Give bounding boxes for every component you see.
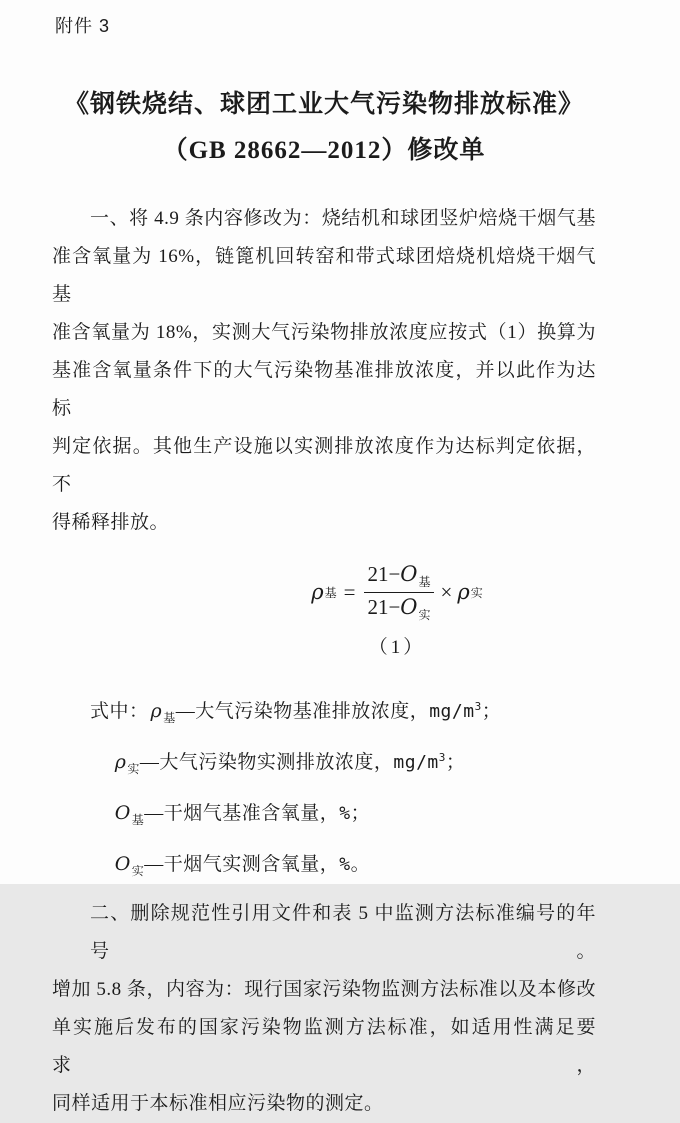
- paragraph-2: [52, 895, 596, 1123]
- term-subscript: 基: [131, 813, 145, 827]
- text-line: 单实施后发布的国家污染物监测方法标准，如适用性满足要求，: [52, 1017, 596, 1076]
- text-line: 得稀释排放。: [52, 512, 170, 533]
- term-symbol: O: [114, 802, 131, 824]
- term-description: —干烟气基准含氧量，: [144, 803, 340, 824]
- where-prefix: 式中：: [90, 701, 149, 722]
- formula-rhs-subscript: 实: [470, 585, 483, 600]
- term-unit: mg/m: [393, 752, 439, 773]
- term-symbol: ρ: [150, 700, 163, 722]
- term-symbol: ρ: [114, 751, 127, 773]
- numerator-text: 21−: [367, 562, 401, 587]
- term-description: —大气污染物实测排放浓度，: [139, 752, 394, 773]
- text-line: 一、将 4.9 条内容修改为：烧结机和球团竖炉焙烧干烟气基: [90, 208, 596, 229]
- term-subscript: 实: [127, 762, 140, 776]
- term-unit-exponent: 3: [438, 751, 446, 764]
- fraction-numerator: [364, 562, 433, 591]
- denominator-text: 21−: [367, 594, 401, 619]
- term-tail: ；: [350, 803, 371, 824]
- formula-lhs-symbol: ρ: [311, 580, 324, 604]
- term-unit: %: [339, 803, 351, 824]
- document-title-line-1: 《钢铁烧结、球团工业大气污染物排放标准》: [63, 91, 584, 118]
- term-definition-rho-measured: [52, 738, 596, 789]
- term-subscript: 基: [163, 711, 176, 725]
- term-definition-o-base: [52, 789, 596, 840]
- term-unit: %: [339, 854, 351, 875]
- formula-fraction: [364, 562, 433, 622]
- formula-lhs-subscript: 基: [324, 585, 337, 600]
- equation-number: （1）: [368, 637, 426, 658]
- multiplication-sign: ×: [440, 579, 453, 604]
- term-tail: 。: [350, 854, 371, 875]
- term-tail: ；: [481, 701, 502, 722]
- term-definition-o-measured: [52, 840, 596, 891]
- formula-terms-block: [52, 687, 596, 891]
- equals-sign: =: [343, 579, 356, 604]
- text-line: 准含氧量为 16%，链篦机回转窑和带式球团焙烧机焙烧干烟气基: [52, 246, 596, 305]
- text-line: 同样适用于本标准相应污染物的测定。: [52, 1093, 384, 1114]
- term-unit: mg/m: [429, 701, 475, 722]
- text-line: 准含氧量为 18%，实测大气污染物排放浓度应按式（1）换算为: [52, 322, 596, 343]
- term-tail: ；: [445, 752, 466, 773]
- formula-rhs-symbol: ρ: [457, 580, 470, 604]
- paragraph-1: [52, 200, 596, 542]
- numerator-subscript: 基: [418, 575, 431, 590]
- text-line: 二、删除规范性引用文件和表 5 中监测方法标准编号的年号。: [90, 903, 596, 962]
- formula-equation: [125, 560, 669, 624]
- term-definition-rho-base: [52, 687, 596, 738]
- document-title: [52, 82, 596, 174]
- fraction-denominator: [364, 592, 433, 622]
- term-subscript: 实: [131, 864, 145, 878]
- term-unit-exponent: 3: [474, 700, 482, 713]
- term-description: —干烟气实测含氧量，: [144, 854, 340, 875]
- denominator-symbol: O: [400, 594, 418, 619]
- term-description: —大气污染物基准排放浓度，: [175, 701, 430, 722]
- term-symbol: O: [114, 853, 131, 875]
- attachment-label: 附件 3: [55, 16, 111, 36]
- text-line: 增加 5.8 条，内容为：现行国家污染物监测方法标准以及本修改: [52, 979, 596, 1000]
- denominator-subscript: 实: [418, 607, 431, 622]
- text-line: 基准含氧量条件下的大气污染物基准排放浓度，并以此作为达标: [52, 360, 596, 419]
- document-title-line-2: （GB 28662—2012）修改单: [162, 137, 486, 164]
- text-line: 判定依据。其他生产设施以实测排放浓度作为达标判定依据，不: [52, 436, 596, 495]
- numerator-symbol: O: [400, 562, 418, 587]
